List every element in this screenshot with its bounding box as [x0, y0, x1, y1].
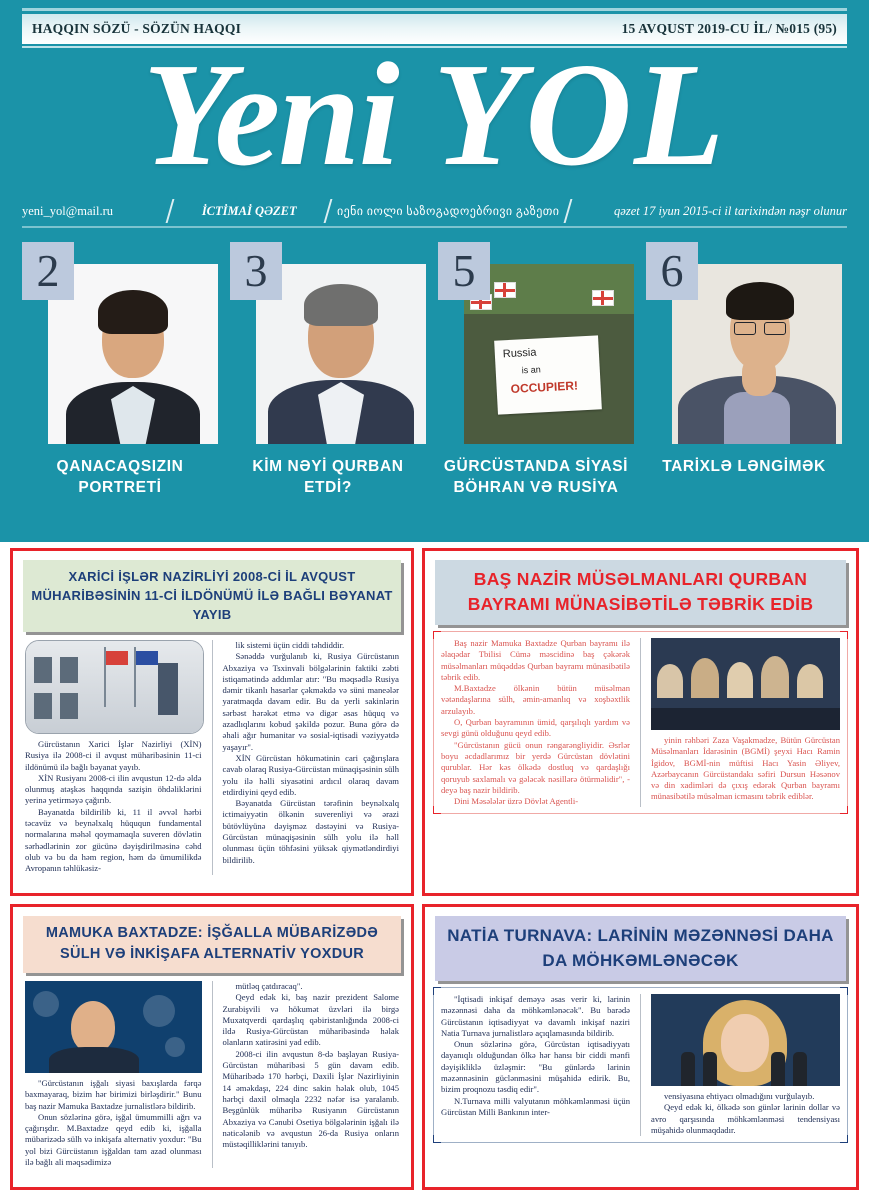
article-columns: [13, 973, 411, 1176]
column-divider: [640, 638, 641, 807]
article-column-left: [441, 994, 630, 1136]
article-paragraph: N.Turnava milli valyutanın möhkəmlənməsi üçün Gürcüstan Milli Bankının inter-: [441, 1095, 630, 1117]
teaser-caption: TARİXLƏ LƏNGİMƏK: [662, 458, 826, 475]
article-paragraph: mütləq çatdıracaq".: [235, 981, 303, 991]
article-column-left: [25, 640, 202, 875]
article-headline: XARİCİ İŞLƏR NAZİRLİYİ 2008-Cİ İL AVQUST MÜHARİBƏSİNİN 11-Cİ İLDÖNÜMÜ İLƏ BAĞLI BƏYANAT YAYIB: [23, 560, 401, 632]
logo-word-yol: YOL: [432, 33, 727, 197]
article-column-left: [441, 638, 630, 807]
article-panel-baxtadze-statement[interactable]: [10, 904, 414, 1190]
teaser-item-2[interactable]: [22, 242, 218, 536]
teaser-item-5[interactable]: [438, 242, 634, 536]
article-paragraph: "Gürcüstanın gücü onun rəngarəngliyidir. Əsrlər boyu əcdadlarımız bir yerdə Gürcüstan dövlətini qurublar. Hər kəs ölkədə dostluq və qardaşlığı qoruyub saxlamalı və gələcək nəsillərə ötürməlidir", - deyə baş nazir bildirib.: [441, 739, 630, 795]
masthead-bottom-rule: [22, 226, 847, 228]
column-divider: [212, 981, 213, 1168]
teaser-strip: [0, 236, 869, 542]
article-paragraph: XİN Rusiyanı 2008-ci ilin avqustun 12-də əldə olunmuş atəşkəs haqqında sazişin öhdəliklərini yerinə yetirməyə çağırıb.: [25, 772, 202, 806]
teaser-caption: QANACAQSIZIN PORTRETİ: [56, 458, 184, 496]
article-columns: [13, 632, 411, 883]
article-decorative-frame: [433, 631, 848, 814]
article-paragraph: Gürcüstanın Xarici İşlər Nazirliyi (XİN) Rusiya ilə 2008-ci il avqust müharibəsinin 11-ci ildönümü ilə bağlı bəyanat yayıb.: [25, 739, 202, 772]
founding-note: qəzet 17 iyun 2015-ci il tarixindən nəşr olunur: [614, 203, 847, 218]
teaser-page-number: 2: [22, 242, 74, 300]
article-columns: [437, 634, 844, 811]
masthead: [0, 0, 869, 236]
article-column-right: [651, 994, 840, 1136]
article-columns: [437, 990, 844, 1140]
article-photo-ministry-building: [25, 640, 204, 734]
corner-ornament-icon: [840, 987, 848, 995]
teaser-page-number: 3: [230, 242, 282, 300]
corner-ornament-icon: [840, 1135, 848, 1143]
article-paragraph: "Gürcüstanın işğalı siyasi baxışlarda fərqə baxmayaraq, bizim hər birimizi birləşdirir." Bunu baş nazir Mamuka Baxtadze jurnalistlərə bildirib.: [25, 1078, 202, 1111]
divider-3: [564, 199, 573, 223]
article-paragraph: Onun sözlərinə görə, işğal ümummilli ağrı və çağırışdır. M.Baxtadze qeyd edib ki, işğalla mübarizədə sülh və inkişafa alternativ yoxdur: "Bu yol bizi Gürcüstanın işğaldan tam azad olunması ilə bağlı ali məqsədimizə: [25, 1111, 202, 1168]
article-paragraph: M.Baxtadze ölkənin bütün müsəlman vətəndaşlarına sülh, əmin-amanlıq və xoşbəxtlik arzulayıb.: [441, 683, 630, 716]
article-column-right: [223, 640, 400, 875]
teaser-page-number: 5: [438, 242, 490, 300]
article-paragraph: 2008-ci ilin avqustun 8-də başlayan Rusiya-Gürcüstan müharibəsi 5 gün davam edib. Müharibədə 170 hərbçi, Daxili İşlər Nazirliyinin 14 əməkdaşı, 224 dinc sakin həlak olub, 1045 hərbçi daxil olmaqla 2232 nəfər isə yaralanıb. Beşgünlük müharibə Rusiyanın Gürcüstanın Abxaziya və Cənubi Osetiya bölgələrinin işğalı ilə nəticələnib və avqustun 26-da Rusiya onların müstəqilliklərini tanıyıb.: [222, 1048, 399, 1150]
article-headline: BAŞ NAZİR MÜSƏLMANLARI QURBAN BAYRAMI MÜNASİBƏTİLƏ TƏBRİK EDİB: [435, 560, 846, 625]
article-paragraph: Qeyd edək ki, ölkədə son günlər larinin dollar və avro qarşısında möhkəmlənməsi tendensiyası müşahidə olunmaqdadır.: [651, 1102, 840, 1135]
teaser-photo-protest-scene: Russia is an OCCUPIER!: [464, 264, 634, 444]
masthead-issue-info: 15 AVQUST 2019-CU İL/ №015 (95): [621, 21, 837, 36]
article-paragraph: Sənəddə vurğulanıb ki, Rusiya Gürcüstanın Abxaziya və Tsxinvali bölgələrinin faktiki zəbti istiqamətində addımlar atır: "Bu məqsədlə Rusiya dəmir tikanlı hasarlar çəkməkdə və süni maneələr yaratmaqda davam edir. Bu da yerli sakinlərin sərbəst hərəkət etmə və digər əsas hüquq və azadlıqlarını kobud şəkildə pozur. Buna görə də əhali ağır humanitar və sosial-iqtisadi vəziyyətdə yaşayır".: [222, 651, 399, 752]
article-paragraph: Qeyd edək ki, baş nazir prezident Salome Zurabişvili və hökumət üzvləri ilə birgə Muxatqverdi qardaşlıq qəbiristanlığında 2008-ci ildə Rusiya-Gürcüstan müharibəsində həlak olanların xatirəsini yad edib.: [222, 992, 399, 1048]
article-column-right: [223, 981, 400, 1168]
article-paragraph: Bəyanatda Gürcüstan tərəfinin beynəlxalq ictimaiyyətin ölkənin suverenliyi və ərazi bütövlüyünə dəyişməz dəstəyini və Rusiya-Gürcüstan münaqişəsinin sülh yolu ilə həll olunması üçün töhfəsini yüksək qiymətləndirdiyi bildirilib.: [222, 798, 399, 865]
publication-type: İCTİMAİ QƏZET: [201, 203, 297, 218]
article-paragraph: Bəyanatda bildirilib ki, 11 il əvvəl hərbi təcavüz və beynəlxalq hüququn fundamental normalarına məhəl qoymamaqla suveren dövlətin sərhədlərinin zor gücünə dəyişdirilməsinə cəhd olub və bu da həm region, həm də ümumilikdə Avropanın təhlükəsiz-: [25, 806, 202, 874]
article-grid: [10, 548, 859, 1190]
article-headline: NATİA TURNAVA: LARİNİN MƏZƏNNƏSİ DAHA DA MÖHKƏMLƏNƏCƏK: [435, 916, 846, 981]
article-headline: MAMUKA BAXTADZE: İŞĞALLA MÜBARİZƏDƏ SÜLH VƏ İNKİŞAFA ALTERNATİV YOXDUR: [23, 916, 401, 973]
article-panel-foreign-ministry[interactable]: [10, 548, 414, 896]
article-paragraph: O, Qurban bayramının ümid, qarşılıqlı yardım və sevgi günü olduğunu qeyd edib.: [441, 717, 630, 739]
masthead-footer-bar: [22, 198, 847, 224]
teaser-item-3[interactable]: [230, 242, 426, 536]
contact-email[interactable]: yeni_yol@mail.ru: [22, 203, 114, 218]
article-panel-pm-eid-greeting[interactable]: [422, 548, 859, 896]
article-photo-pm-briefing: [25, 981, 202, 1073]
masthead-slogan: HAQQIN SÖZÜ - SÖZÜN HAQQI: [32, 21, 242, 36]
logo-word-yeni: Yeni: [142, 33, 398, 197]
corner-ornament-icon: [433, 987, 441, 995]
article-photo-mosque-officials: [651, 638, 840, 730]
article-column-left: [25, 981, 202, 1168]
newspaper-logo: [0, 33, 869, 197]
teaser-page-number: 6: [646, 242, 698, 300]
corner-ornament-icon: [433, 1135, 441, 1143]
georgian-subtitle: იენი იოლი საზოგადოებრივი გაზეთი: [336, 203, 560, 218]
article-paragraph: "İqtisadi inkişaf deməyə əsas verir ki, larinin məzənnəsi daha da möhkəmlənəcək". Bu barədə Gürcüstanın iqtisadiyyat və davamlı inkişaf naziri Natia Turnava jurnalistlərə açıqlamasında bildirib.: [441, 994, 630, 1038]
article-paragraph: Onun sözlərinə görə, Gürcüstan iqtisadiyyatı dayanıqlı olduğundan ölkə hər hansı bir ciddi mənfi dəyişikliklə üzləşmir: "Bu günlərdə larinin məzənnəsinin güclənməsini müşahidə edirik. Bu, bizim proqnozu təsdiq edir".: [441, 1039, 630, 1095]
column-divider: [212, 640, 213, 875]
article-decorative-frame: [433, 987, 848, 1143]
corner-ornament-icon: [433, 806, 441, 814]
divider-2: [324, 199, 333, 223]
article-column-right: [651, 638, 840, 807]
article-paragraph: Dini Məsələlər üzrə Dövlət Agentli-: [454, 796, 579, 807]
article-paragraph: Baş nazir Mamuka Baxtadze Qurban bayramı ilə əlaqədar Tbilisi Cümə məscidinə baş çəkərək müsəlmanları müqəddəs Qurban bayramı münasibətilə təbrik edib.: [441, 638, 630, 682]
article-paragraph: lik sistemi üçün ciddi təhdiddir.: [235, 640, 345, 650]
corner-ornament-icon: [840, 806, 848, 814]
article-paragraph: vensiyasına ehtiyacı olmadığını vurğulayıb.: [664, 1091, 815, 1101]
divider-1: [166, 199, 175, 223]
article-paragraph: XİN Gürcüstan hökumətinin cari çağırışlara cavab olaraq Rusiya-Gürcüstan münaqişəsinin sülh yolu ilə həlli siyasətini ardıcıl olaraq davam etdirdiyini qeyd edib.: [222, 752, 399, 797]
column-divider: [640, 994, 641, 1136]
teaser-item-6[interactable]: [646, 242, 842, 536]
corner-ornament-icon: [433, 631, 441, 639]
teaser-caption: KİM NƏYİ QURBAN ETDİ?: [252, 458, 404, 496]
masthead-top-rule: [22, 8, 847, 11]
article-panel-natia-turnava[interactable]: [422, 904, 859, 1190]
teaser-caption: GÜRCÜSTANDA SİYASİ BÖHRAN VƏ RUSİYA: [443, 458, 629, 496]
article-paragraph: yinin rəhbəri Zaza Vaşakmadze, Bütün Gürcüstan Müsəlmanları İdarəsinin (BGMİ) şeyxi Hacı Ramin İgidov, BGMİ-nin müftisi Hacı Yasin Əliyev, Azərbaycanın Gürcüstandakı səfiri Dursun Həsənov və din xadimləri də çıxış edərək Qurban bayramı münasibətilə müsəlman icmasını təbrik ediblər.: [651, 735, 840, 802]
corner-ornament-icon: [840, 631, 848, 639]
article-photo-natia-turnava: [651, 994, 840, 1086]
